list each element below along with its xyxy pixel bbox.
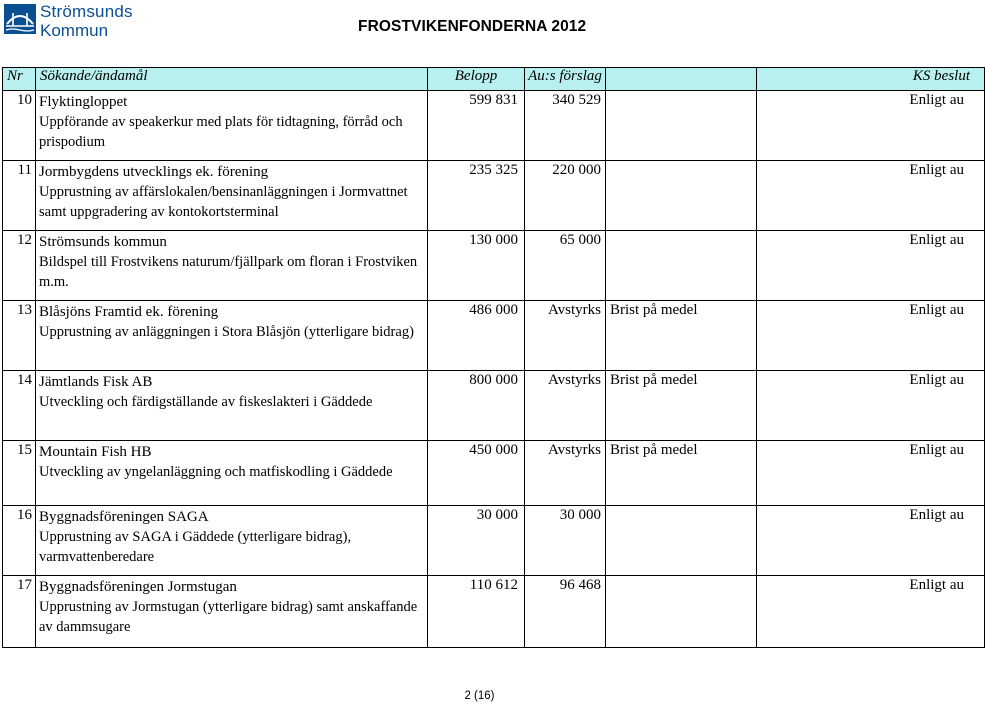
row-applicant: Mountain Fish HB xyxy=(39,444,152,460)
logo-text-line2: Kommun xyxy=(40,21,109,40)
row-ks-decision: Enligt au xyxy=(757,301,985,371)
row-ks-decision: Enligt au xyxy=(757,441,985,506)
column-header-description: Sökande/ändamål xyxy=(36,68,428,91)
logo-text-line1: Strömsunds xyxy=(40,2,133,21)
row-proposal: 30 000 xyxy=(525,506,606,576)
row-applicant: Byggnadsföreningen Jormstugan xyxy=(39,579,237,595)
row-proposal: Avstyrks xyxy=(525,441,606,506)
table-row xyxy=(3,301,985,371)
column-header-amount: Belopp xyxy=(428,68,525,91)
row-applicant: Jämtlands Fisk AB xyxy=(39,374,153,390)
row-amount: 486 000 xyxy=(428,301,525,371)
row-ks-decision: Enligt au xyxy=(757,231,985,301)
row-amount: 130 000 xyxy=(428,231,525,301)
row-description xyxy=(36,576,428,648)
row-note xyxy=(606,91,757,161)
row-note: Brist på medel xyxy=(606,371,757,441)
table-row xyxy=(3,91,985,161)
row-amount: 450 000 xyxy=(428,441,525,506)
row-purpose: Bildspel till Frostvikens naturum/fjällpark om floran i Frostviken m.m. xyxy=(39,254,418,290)
row-description xyxy=(36,371,428,441)
document-title: FROSTVIKENFONDERNA 2012 xyxy=(358,18,587,35)
row-note xyxy=(606,576,757,648)
row-description xyxy=(36,506,428,576)
row-purpose: Upprustning av SAGA i Gäddede (ytterligare bidrag), varmvattenberedare xyxy=(39,529,352,565)
table-row xyxy=(3,441,985,506)
row-proposal: Avstyrks xyxy=(525,371,606,441)
row-amount: 30 000 xyxy=(428,506,525,576)
row-note: Brist på medel xyxy=(606,441,757,506)
table-row xyxy=(3,576,985,648)
row-purpose: Upprustning av Jormstugan (ytterligare bidrag) samt anskaffande av dammsugare xyxy=(39,599,418,635)
bridge-logo-icon xyxy=(4,4,36,34)
row-number: 14 xyxy=(3,371,36,441)
row-amount: 235 325 xyxy=(428,161,525,231)
row-applicant: Flyktingloppet xyxy=(39,94,128,110)
row-purpose: Utveckling och färdigställande av fiskeslakteri i Gäddede xyxy=(39,394,373,410)
table-row xyxy=(3,371,985,441)
row-note xyxy=(606,506,757,576)
logo xyxy=(4,2,144,42)
row-number: 12 xyxy=(3,231,36,301)
row-number: 10 xyxy=(3,91,36,161)
column-header-nr: Nr xyxy=(3,68,36,91)
table-row xyxy=(3,161,985,231)
row-ks-decision: Enligt au xyxy=(757,161,985,231)
table-row xyxy=(3,231,985,301)
row-applicant: Jormbygdens utvecklings ek. förening xyxy=(39,164,269,180)
row-number: 17 xyxy=(3,576,36,648)
column-header-proposal: Au:s förslag xyxy=(525,68,606,91)
row-note xyxy=(606,231,757,301)
row-description xyxy=(36,301,428,371)
row-note xyxy=(606,161,757,231)
row-description xyxy=(36,441,428,506)
table-header-row xyxy=(3,68,985,91)
row-proposal: 220 000 xyxy=(525,161,606,231)
table-row xyxy=(3,506,985,576)
row-note: Brist på medel xyxy=(606,301,757,371)
row-applicant: Blåsjöns Framtid ek. förening xyxy=(39,304,219,320)
column-header-note xyxy=(606,68,757,91)
row-description xyxy=(36,91,428,161)
column-header-ks-decision: KS beslut xyxy=(757,68,985,91)
row-number: 13 xyxy=(3,301,36,371)
row-description xyxy=(36,161,428,231)
row-applicant: Strömsunds kommun xyxy=(39,234,167,250)
row-proposal: 96 468 xyxy=(525,576,606,648)
row-description xyxy=(36,231,428,301)
row-amount: 599 831 xyxy=(428,91,525,161)
grants-table xyxy=(2,67,985,648)
row-number: 15 xyxy=(3,441,36,506)
row-amount: 110 612 xyxy=(428,576,525,648)
row-proposal: 340 529 xyxy=(525,91,606,161)
row-proposal: 65 000 xyxy=(525,231,606,301)
row-purpose: Uppförande av speakerkur med plats för tidtagning, förråd och prispodium xyxy=(39,114,403,150)
row-applicant: Byggnadsföreningen SAGA xyxy=(39,509,209,525)
row-purpose: Upprustning av anläggningen i Stora Blåsjön (ytterligare bidrag) xyxy=(39,324,414,340)
row-number: 16 xyxy=(3,506,36,576)
row-purpose: Utveckling av yngelanläggning och matfiskodling i Gäddede xyxy=(39,464,393,480)
row-amount: 800 000 xyxy=(428,371,525,441)
page-number: 2 (16) xyxy=(464,690,495,702)
row-ks-decision: Enligt au xyxy=(757,91,985,161)
row-purpose: Upprustning av affärslokalen/bensinanläggningen i Jormvattnet samt uppgradering av kontokortsterminal xyxy=(39,184,408,220)
row-ks-decision: Enligt au xyxy=(757,576,985,648)
row-ks-decision: Enligt au xyxy=(757,371,985,441)
row-number: 11 xyxy=(3,161,36,231)
row-proposal: Avstyrks xyxy=(525,301,606,371)
row-ks-decision: Enligt au xyxy=(757,506,985,576)
